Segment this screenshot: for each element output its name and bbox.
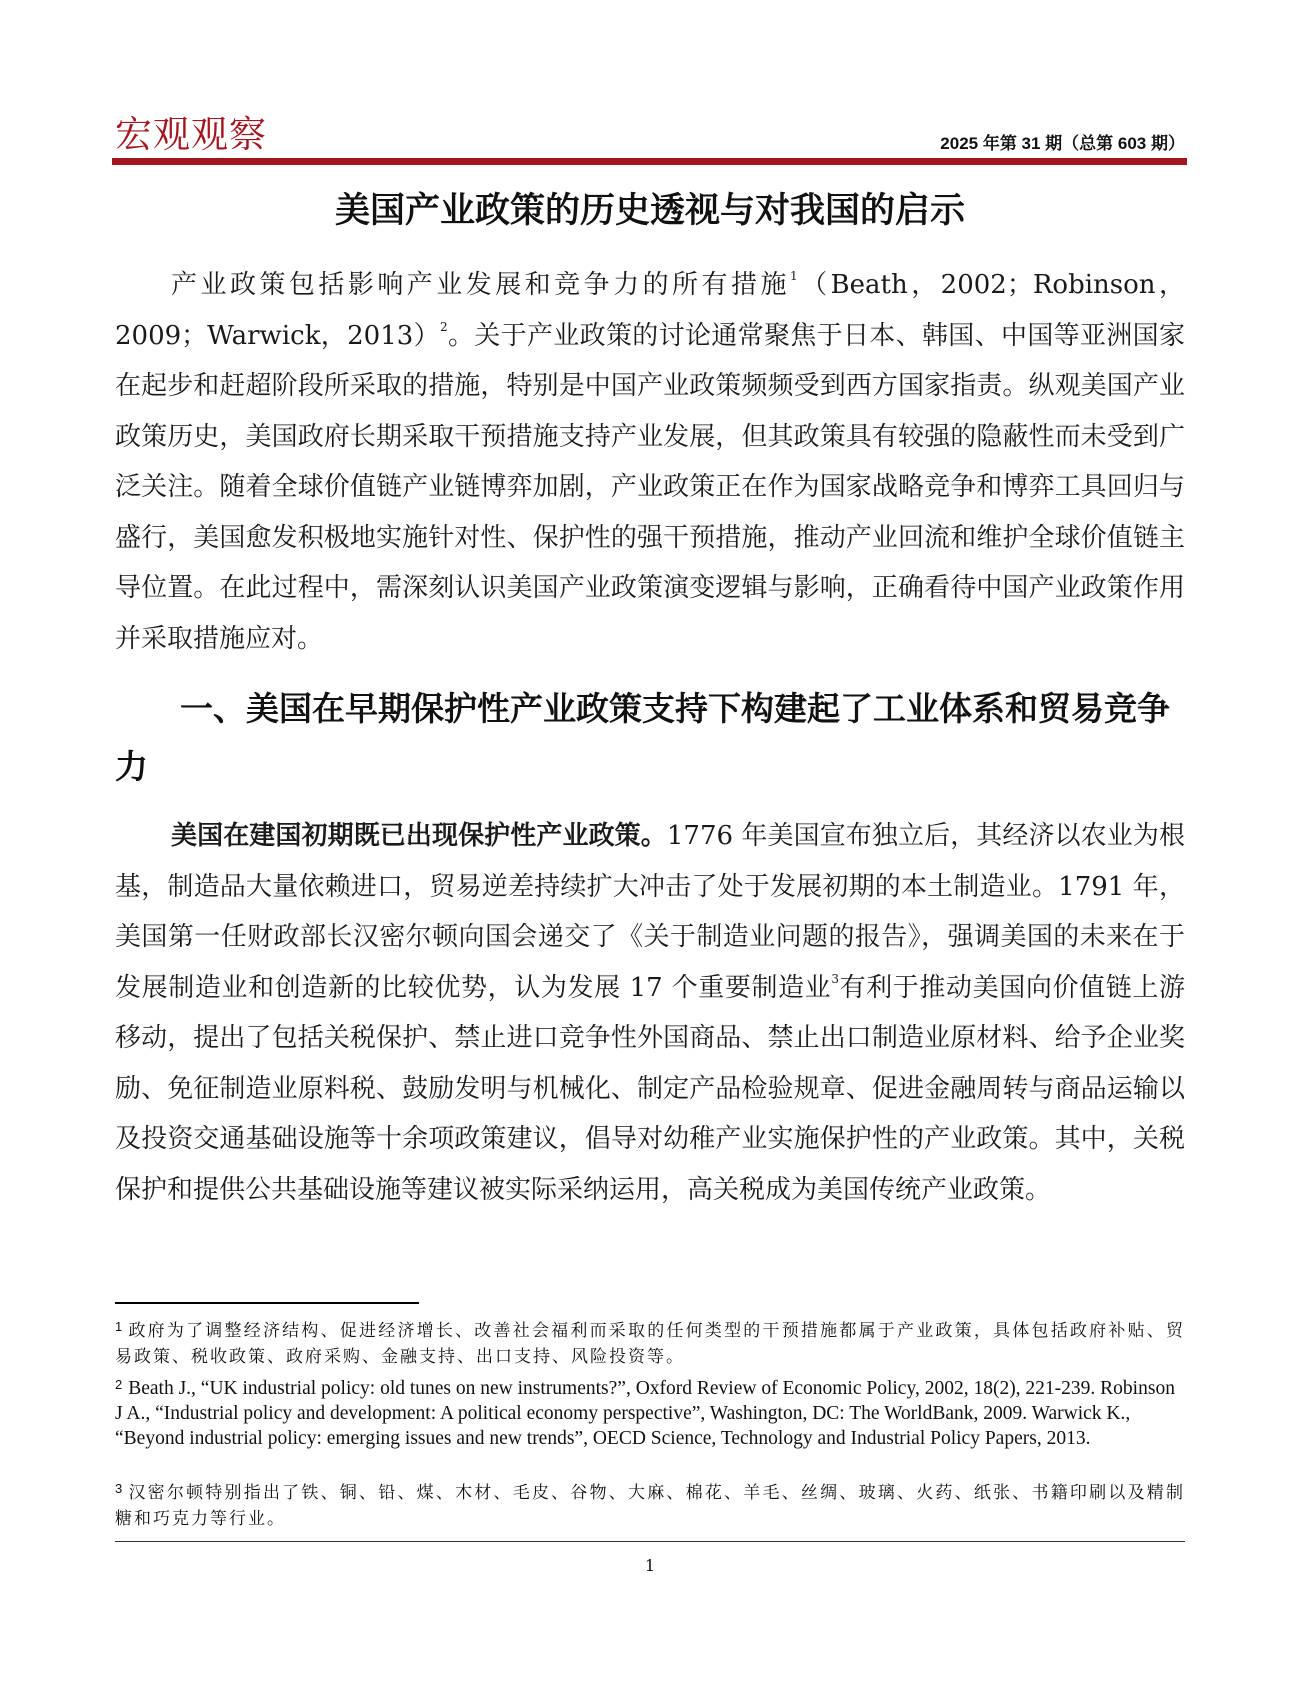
section-text-2: 有利于推动美国向价值链上游移动，提出了包括关税保护、禁止进口竞争性外国商品、禁止出口制造业原材料、给予企业奖励、免征制造业原料税、鼓励发明与机械化、制定产品检验规章、促进金融周转与商品运输以及投资交通基础设施等十余项政策建议，倡导对幼稚产业实施保护性的产业政策。其中，关税保护和提供公共基础设施等建议被实际采纳运用，高关税成为美国传统产业政策。 — [115, 972, 1185, 1205]
masthead — [115, 110, 1185, 160]
footnote-ref-2: 2 — [439, 319, 448, 334]
footnote-ref-3: 3 — [831, 971, 839, 986]
section-paragraph — [115, 811, 1185, 1215]
footnote-text: 政府为了调整经济结构、促进经济增长、改善社会福利而采取的任何类型的干预措施都属于产业政策，具体包括政府补贴、贸易政策、税收政策、政府采购、金融支持、出口支持、风险投资等。 — [115, 1321, 1185, 1367]
footnote-text: Beath J., “UK industrial policy: old tunes on new instruments?”, Oxford Review of Economic Policy, 2002, 18(2), 221-239. Robinson J A., “Industrial policy and development: A political economy perspective”, Washington, DC: The WorldBank, 2009. Warwick K., “Beyond industrial policy: emerging issues and new trends”, OECD Science, Technology and Industrial Policy Papers, 2013. — [115, 1378, 1175, 1449]
intro-text-2: （Beath，2002；Robinson，2009；Warwick，2013） — [115, 270, 1185, 351]
footnote-1 — [115, 1314, 1185, 1370]
paragraph-lead: 美国在建国初期既已出现保护性产业政策。 — [171, 821, 667, 851]
footnote-divider — [115, 1302, 419, 1304]
footnote-mark: 2 — [115, 1377, 123, 1392]
footnote-3 — [115, 1476, 1185, 1532]
footnote-mark: 3 — [115, 1481, 123, 1496]
footnote-text: 汉密尔顿特别指出了铁、铜、铅、煤、木材、毛皮、谷物、大麻、棉花、羊毛、丝绸、玻璃、火药、纸张、书籍印刷以及精制糖和巧克力等行业。 — [115, 1483, 1185, 1529]
intro-text-1: 产业政策包括影响产业发展和竞争力的所有措施 — [171, 270, 790, 300]
intro-text-3: 。关于产业政策的讨论通常聚焦于日本、韩国、中国等亚洲国家在起步和赶超阶段所采取的措施，特别是中国产业政策频频受到西方国家指责。纵观美国产业政策历史，美国政府长期采取干预措施支持产业发展，但其政策具有较强的隐蔽性而未受到广泛关注。随着全球价值链产业链博弈加剧，产业政策正在作为国家战略竞争和博弈工具回归与盛行，美国愈发积极地实施针对性、保护性的强干预措施，推动产业回流和维护全球价值链主导位置。在此过程中，需深刻认识美国产业政策演变逻辑与影响，正确看待中国产业政策作用并采取措施应对。 — [115, 320, 1185, 654]
section-heading: 一、美国在早期保护性产业政策支持下构建起了工业体系和贸易竞争力 — [115, 689, 1170, 786]
footnote-ref-1: 1 — [789, 269, 798, 283]
footer-divider — [115, 1541, 1185, 1542]
header-divider — [112, 158, 1187, 165]
issue-number: 2025 年第 31 期（总第 603 期） — [940, 134, 1185, 153]
section-text-1: 1776 年美国宣布独立后，其经济以农业为根基，制造品大量依赖进口，贸易逆差持续扩大冲击了处于发展初期的本土制造业。1791 年，美国第一任财政部长汉密尔顿向国会递交了《关于制造业问题的报告》，强调美国的未来在于发展制造业和创造新的比较优势，认为发展 17 个重要制造业 — [115, 821, 1185, 1003]
page-title: 美国产业政策的历史透视与对我国的启示 — [334, 191, 965, 231]
series-name: 宏观观察 — [115, 113, 267, 156]
footnote-mark: 1 — [115, 1319, 123, 1334]
footnote-2 — [115, 1372, 1185, 1451]
intro-paragraph — [115, 260, 1185, 664]
page-number: 1 — [644, 1556, 656, 1575]
